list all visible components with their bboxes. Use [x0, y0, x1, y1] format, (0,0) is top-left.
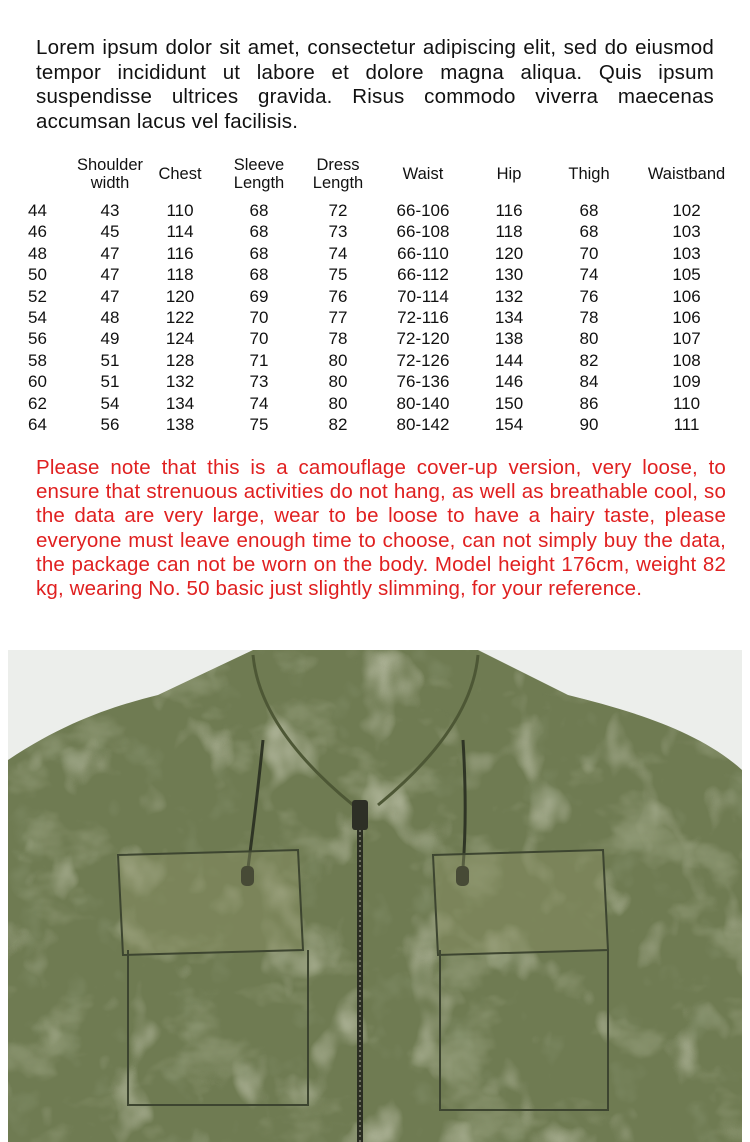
table-cell: 51	[100, 350, 120, 370]
table-cell: 48	[100, 308, 120, 328]
table-row	[18, 393, 740, 414]
table-cell: 82	[579, 350, 599, 370]
table-cell: 70-114	[397, 286, 449, 306]
table-cell: 51	[100, 372, 120, 392]
table-cell: 78	[579, 308, 599, 328]
table-cell: 105	[672, 265, 701, 285]
table-cell: 69	[249, 286, 269, 306]
table-row	[18, 243, 740, 264]
table-cell: 80	[328, 372, 348, 392]
zipper-pull	[352, 800, 368, 830]
table-cell: 124	[165, 329, 195, 349]
table-cell: 46	[28, 222, 47, 242]
table-cell: 66-106	[396, 201, 450, 220]
table-cell: 80	[328, 393, 348, 413]
table-cell: 50	[28, 265, 47, 285]
table-cell: 128	[165, 350, 195, 370]
table-cell: 48	[28, 243, 47, 263]
header-sleeve-length: Sleeve Length	[233, 156, 285, 192]
table-cell: 73	[249, 372, 269, 392]
table-cell: 58	[28, 350, 47, 370]
header-thigh: Thigh	[568, 165, 610, 183]
table-cell: 47	[100, 265, 120, 285]
table-cell: 76-136	[396, 372, 450, 392]
camo-jacket	[8, 650, 742, 1142]
table-cell: 70	[249, 329, 269, 349]
table-cell: 74	[249, 393, 269, 413]
table-row	[18, 414, 740, 435]
table-cell: 103	[672, 243, 701, 263]
table-cell: 154	[494, 415, 524, 435]
table-cell: 64	[28, 415, 47, 435]
table-cell: 66-110	[397, 243, 449, 263]
table-cell: 56	[100, 415, 120, 435]
table-cell: 109	[672, 372, 701, 392]
size-table-header-row	[18, 148, 740, 200]
table-cell: 76	[328, 286, 348, 306]
table-cell: 70	[579, 243, 599, 263]
table-cell: 47	[100, 286, 120, 306]
table-cell: 78	[328, 329, 348, 349]
table-cell: 54	[100, 393, 120, 413]
table-cell: 120	[494, 243, 524, 263]
table-cell: 106	[672, 308, 701, 328]
table-row	[18, 350, 740, 371]
table-row	[18, 371, 740, 392]
table-cell: 90	[579, 415, 599, 435]
table-cell: 68	[249, 201, 269, 220]
table-cell: 66-108	[396, 222, 450, 242]
table-cell: 68	[249, 265, 269, 285]
table-cell: 80-142	[396, 415, 450, 435]
table-cell: 118	[495, 222, 523, 242]
table-cell: 72-116	[397, 308, 449, 328]
table-cell: 138	[165, 415, 195, 435]
table-cell: 138	[494, 329, 524, 349]
table-row	[18, 307, 740, 328]
table-cell: 72	[328, 201, 348, 220]
header-dress-length: Dress Length	[312, 156, 364, 192]
table-cell: 150	[494, 393, 524, 413]
table-cell: 118	[166, 265, 194, 285]
table-cell: 80-140	[396, 393, 450, 413]
product-photo	[8, 650, 742, 1142]
size-chart-table	[18, 148, 740, 435]
header-shoulder-width: Shoulder width	[76, 156, 144, 192]
table-cell: 102	[672, 201, 701, 220]
table-cell: 103	[672, 222, 701, 242]
header-waist: Waist	[402, 165, 444, 183]
table-cell: 49	[100, 329, 120, 349]
table-cell: 106	[672, 286, 701, 306]
table-cell: 110	[672, 393, 701, 413]
table-cell: 72-120	[396, 329, 450, 349]
table-cell: 86	[579, 393, 599, 413]
table-cell: 54	[28, 308, 47, 328]
table-cell: 111	[673, 415, 700, 435]
table-cell: 76	[579, 286, 599, 306]
table-row	[18, 264, 740, 285]
header-waistband: Waistband	[647, 165, 726, 183]
table-cell: 146	[494, 372, 524, 392]
table-row	[18, 221, 740, 242]
table-cell: 72-126	[396, 350, 450, 370]
table-row	[18, 286, 740, 307]
table-cell: 44	[28, 201, 47, 220]
table-cell: 116	[495, 201, 523, 220]
table-cell: 47	[100, 243, 120, 263]
table-cell: 116	[166, 243, 194, 263]
table-cell: 68	[579, 201, 599, 220]
table-cell: 75	[328, 265, 348, 285]
table-cell: 132	[494, 286, 524, 306]
table-cell: 120	[165, 286, 195, 306]
table-cell: 74	[328, 243, 348, 263]
table-cell: 56	[28, 329, 47, 349]
table-cell: 108	[672, 350, 701, 370]
table-cell: 73	[328, 222, 348, 242]
header-hip: Hip	[496, 165, 522, 183]
table-cell: 75	[249, 415, 269, 435]
table-cell: 70	[249, 308, 269, 328]
table-cell: 144	[494, 350, 524, 370]
table-cell: 134	[494, 308, 524, 328]
table-cell: 52	[28, 286, 47, 306]
table-cell: 71	[249, 350, 269, 370]
table-cell: 60	[28, 372, 47, 392]
table-cell: 107	[672, 329, 701, 349]
table-cell: 80	[579, 329, 599, 349]
table-cell: 132	[165, 372, 195, 392]
table-cell: 130	[494, 265, 524, 285]
table-cell: 84	[579, 372, 599, 392]
table-row	[18, 200, 740, 221]
table-cell: 66-112	[397, 265, 449, 285]
table-cell: 134	[165, 393, 195, 413]
table-cell: 82	[328, 415, 348, 435]
table-cell: 68	[249, 243, 269, 263]
table-cell: 110	[166, 201, 194, 220]
table-row	[18, 328, 740, 349]
intro-paragraph: Lorem ipsum dolor sit amet, consectetur adipiscing elit, sed do eiusmod tempor incididunt ut labore et dolore magna aliqua. Quis ipsum suspendisse ultrices gravida. Risus commodo viverra maecenas accumsan lacus vel facilisis.	[36, 36, 714, 133]
table-cell: 74	[579, 265, 599, 285]
header-size	[18, 148, 75, 200]
table-cell: 62	[28, 393, 47, 413]
table-cell: 68	[249, 222, 269, 242]
fit-note-paragraph: Please note that this is a camouflage cover-up version, very loose, to ensure that strenuous activities do not hang, as well as breathable cool, so the data are very large, wear to be loose to have a hairy taste, please everyone must leave enough time to choose, can not simply buy the data, the package can not be worn on the body. Model height 176cm, weight 82 kg, wearing No. 50 basic just slightly slimming, for your reference.	[36, 456, 726, 601]
table-cell: 68	[579, 222, 599, 242]
header-chest: Chest	[158, 165, 202, 183]
table-cell: 114	[166, 222, 194, 242]
table-cell: 77	[328, 308, 348, 328]
table-cell: 43	[100, 201, 120, 220]
table-cell: 122	[165, 308, 195, 328]
table-cell: 80	[328, 350, 348, 370]
table-cell: 45	[100, 222, 120, 242]
